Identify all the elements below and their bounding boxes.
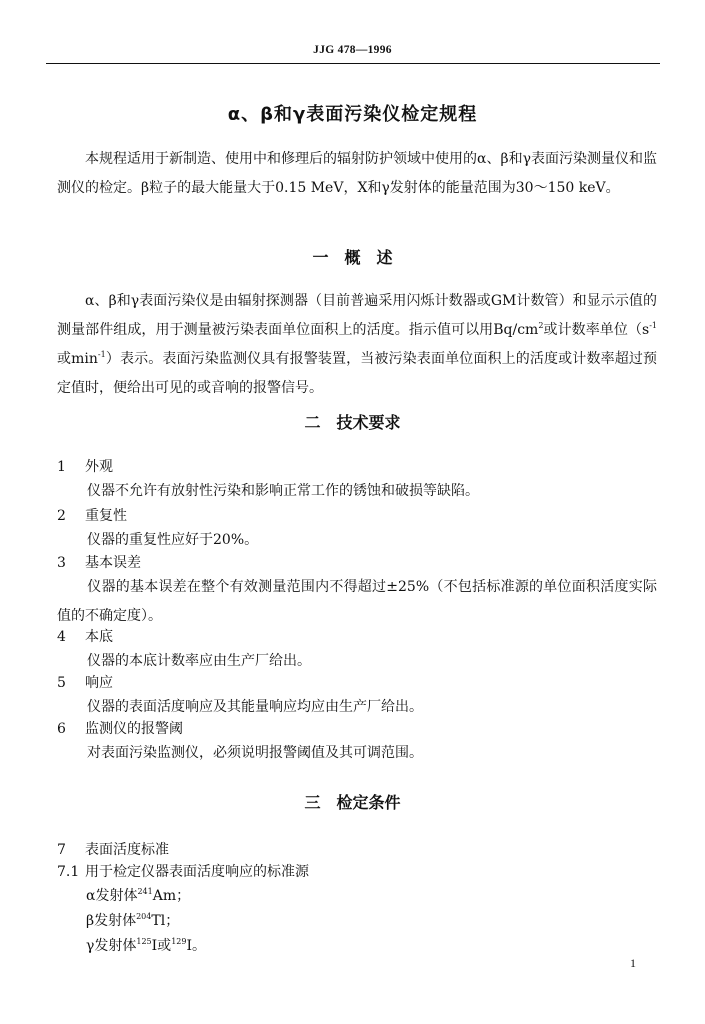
item-6-text: 对表面污染监测仪，必须说明报警阈值及其可调范围。: [87, 745, 423, 761]
item-6-number: 6: [57, 721, 66, 737]
intro-paragraph: [57, 145, 657, 203]
page-number: 1: [630, 956, 636, 970]
item-5-title: 响应: [85, 675, 113, 691]
item-2-text: 仪器的重复性应好于20%。: [87, 532, 259, 548]
item-7-number: 7: [57, 842, 66, 858]
source-gamma-element-2: I。: [186, 938, 206, 954]
overview-text-b: 或计数率单位（s: [543, 322, 650, 338]
item-1-title: 外观: [85, 459, 113, 475]
item-6-title: 监测仪的报警阈: [85, 721, 183, 737]
item-3-title: 基本误差: [85, 555, 141, 571]
item-1-text: 仪器不允许有放射性污染和影响正常工作的锈蚀和破损等缺陷。: [87, 483, 479, 499]
item-3-number: 3: [57, 555, 66, 571]
source-beta-element: Tl；: [151, 913, 180, 929]
item-7-1-head: [57, 862, 309, 882]
source-gamma-mass-2: 129: [171, 937, 187, 946]
intro-text: 本规程适用于新制造、使用中和修理后的辐射防护领域中使用的α、β和γ表面污染测量仪和监测仪的检定。β粒子的最大能量大于0.15 MeV，X和γ发射体的能量范围为30～150 keV。: [57, 151, 657, 196]
section-title-conditions-text: 三 检定条件: [304, 793, 401, 812]
item-4-number: 4: [57, 629, 66, 645]
item-5-number: 5: [57, 675, 66, 691]
section-title-overview: [0, 245, 705, 268]
item-5-head: [57, 673, 113, 693]
overview-sup-3: -1: [97, 350, 106, 359]
source-alpha-element: Am；: [152, 888, 191, 904]
section-title-technical: [0, 410, 705, 433]
source-alpha: [86, 886, 190, 906]
overview-paragraph: [57, 287, 657, 403]
overview-text-d: ）表示。表面污染监测仪具有报警装置，当被污染表面单位面积上的活度或计数率超过预定值时，便给出可见的或音响的报警信号。: [57, 351, 657, 396]
source-alpha-mass: 241: [137, 887, 153, 896]
item-7-1-title: 用于检定仪器表面活度响应的标准源: [85, 864, 309, 880]
source-alpha-label: α发射体: [86, 888, 138, 904]
document-code: JJG 478—1996: [313, 44, 392, 56]
overview-text-a: α、β和γ表面污染仪是由辐射探测器（目前普遍采用闪烁计数器或GM计数管）和显示示值的测量部件组成，用于测量被污染表面单位面积上的活度。指示值可以用Bq/cm: [57, 293, 657, 338]
section-title-conditions: [0, 790, 705, 813]
item-4-head: [57, 627, 113, 647]
overview-text-c: 或min: [57, 351, 98, 367]
item-3-head: [57, 553, 141, 573]
item-6-body: [57, 739, 657, 768]
item-1-body: [57, 477, 657, 506]
overview-sup-2: -1: [649, 321, 657, 330]
source-beta-label: β发射体: [86, 913, 137, 929]
section-title-overview-text: 一 概 述: [312, 248, 393, 267]
item-6-head: [57, 719, 183, 739]
source-beta-mass: 204: [136, 912, 152, 921]
source-gamma-mass-1: 125: [136, 937, 152, 946]
item-3-text: 仪器的基本误差在整个有效测量范围内不得超过±25%（不包括标准源的单位面积活度实际值的不确定度）。: [57, 579, 657, 624]
overview-sup-1: 2: [538, 321, 544, 330]
item-7-title: 表面活度标准: [85, 842, 169, 858]
item-7-head: [57, 840, 169, 860]
item-3-body: [57, 573, 657, 631]
item-2-title: 重复性: [85, 508, 127, 524]
item-4-body: [57, 647, 657, 676]
source-gamma: [86, 936, 206, 956]
section-title-technical-text: 二 技术要求: [304, 413, 401, 432]
item-4-title: 本底: [85, 629, 113, 645]
source-gamma-label: γ发射体: [86, 938, 137, 954]
header-rule: [46, 63, 660, 64]
item-7-1-number: 7.1: [57, 864, 80, 880]
item-5-text: 仪器的表面活度响应及其能量响应均应由生产厂给出。: [87, 699, 423, 715]
item-4-text: 仪器的本底计数率应由生产厂给出。: [87, 653, 311, 669]
item-2-body: [57, 526, 657, 555]
source-beta: [86, 911, 179, 931]
item-1-number: 1: [57, 459, 66, 475]
item-2-head: [57, 506, 127, 526]
page-title: α、β和γ表面污染仪检定规程: [227, 104, 478, 125]
item-2-number: 2: [57, 508, 66, 524]
item-1-head: [57, 457, 113, 477]
source-gamma-element-1: I或: [151, 938, 172, 954]
item-5-body: [57, 693, 657, 722]
